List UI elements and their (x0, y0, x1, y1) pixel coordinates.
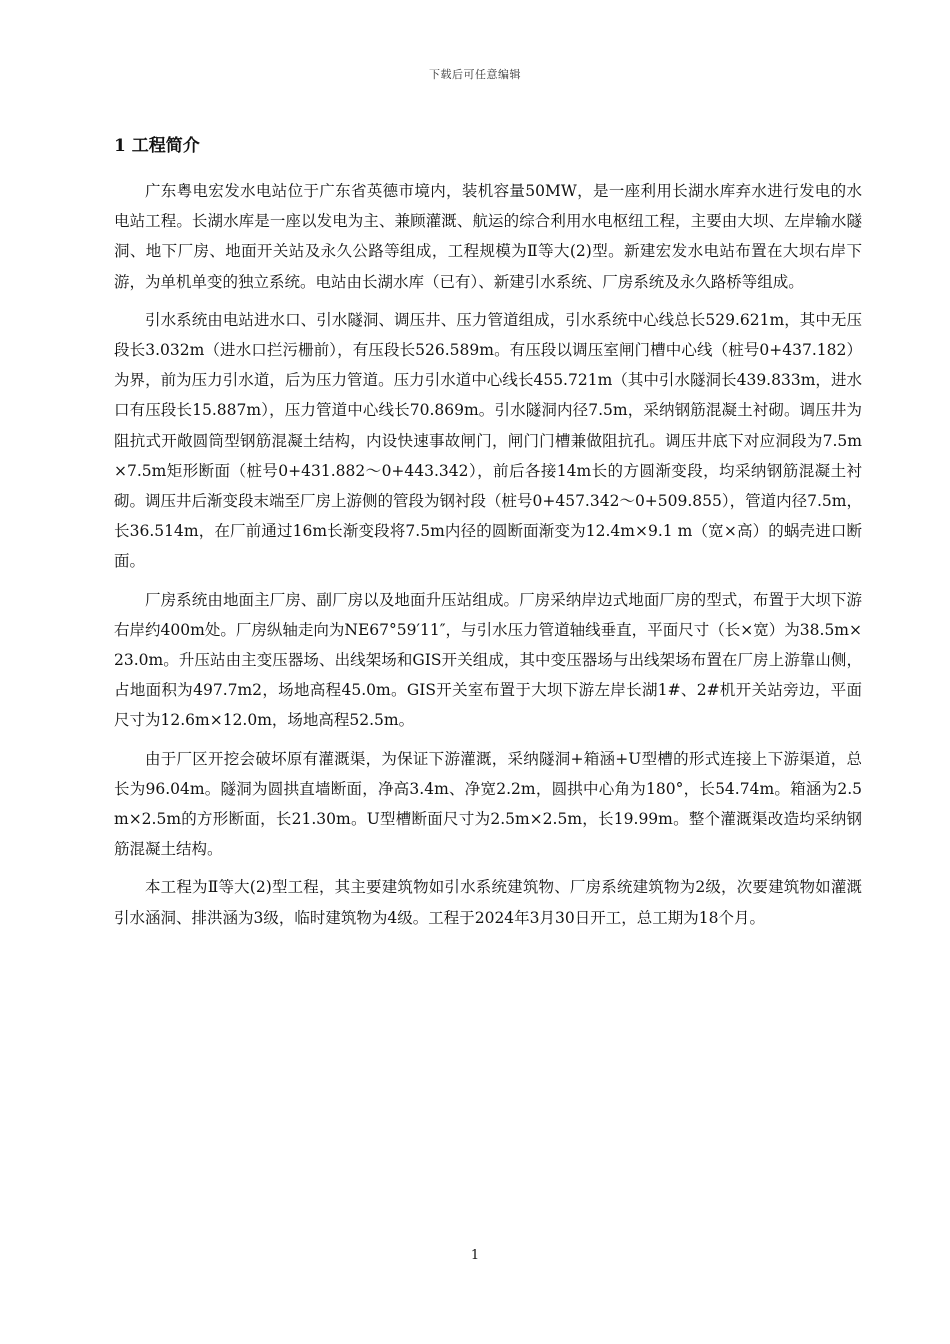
page-number: 1 (470, 1248, 480, 1263)
paragraph-irrigation-canal: 由于厂区开挖会破坏原有灌溉渠，为保证下游灌溉，采纳隧洞+箱涵+U型槽的形式连接上下游渠道，总长为96.04m。隧洞为圆拱直墙断面，净高3.4m、净宽2.2m，圆拱中心角为180°，长54.74m。箱涵为2.5m×2.5m的方形断面，长21.30m。U型槽断面尺寸为2.5m×2.5m，长19.99m。整个灌溉渠改造均采纳钢筋混凝土结构。 (114, 749, 862, 859)
paragraph-project-grade: 本工程为Ⅱ等大(2)型工程，其主要建筑物如引水系统建筑物、厂房系统建筑物为2级，次要建筑物如灌溉引水涵洞、排洪涵为3级，临时建筑物为4级。工程于2024年3月30日开工，总工期为18个月。 (114, 878, 862, 927)
paragraph-water-diversion: 引水系统由电站进水口、引水隧洞、调压井、压力管道组成，引水系统中心线总长529.621m，其中无压段长3.032m（进水口拦污栅前），有压段长526.589m。有压段以调压室闸门槽中心线（桩号0+437.182）为界，前为压力引水道，后为压力管道。压力引水道中心线长455.721m（其中引水隧洞长439.833m，进水口有压段长15.887m），压力管道中心线长70.869m。引水隧洞内径7.5m，采纳钢筋混凝土衬砌。调压井为阻抗式开敞圆筒型钢筋混凝土结构，内设快速事故闸门，闸门门槽兼做阻抗孔。调压井底下对应洞段为7.5m×7.5m矩形断面（桩号0+431.882～0+443.342），前后各接14m长的方圆渐变段，均采纳钢筋混凝土衬砌。调压井后渐变段末端至厂房上游侧的管段为钢衬段（桩号0+457.342～0+509.855），管道内径7.5m，长36.514m，在厂前通过16m长渐变段将7.5m内径的圆断面渐变为12.4m×9.1 m（宽×高）的蜗壳进口断面。 (114, 310, 862, 571)
section-title: 1 工程简介 (114, 136, 200, 156)
paragraph-overview: 广东粤电宏发水电站位于广东省英德市境内，装机容量50MW，是一座利用长湖水库弃水进行发电的水电站工程。长湖水库是一座以发电为主、兼顾灌溉、航运的综合利用水电枢纽工程，主要由大坝、左岸输水隧洞、地下厂房、地面开关站及永久公路等组成，工程规模为Ⅱ等大(2)型。新建宏发水电站布置在大坝右岸下游，为单机单变的独立系统。电站由长湖水库（已有）、新建引水系统、厂房系统及永久路桥等组成。 (114, 182, 862, 291)
paragraph-powerhouse: 厂房系统由地面主厂房、副厂房以及地面升压站组成。厂房采纳岸边式地面厂房的型式，布置于大坝下游右岸约400m处。厂房纵轴走向为NE67°59′11″，与引水压力管道轴线垂直，平面尺寸（长×宽）为38.5m×23.0m。升压站由主变压器场、出线架场和GIS开关组成，其中变压器场与出线架场布置在厂房上游靠山侧，占地面积为497.7m2，场地高程45.0m。GIS开关室布置于大坝下游左岸长湖1#、2#机开关站旁边，平面尺寸为12.6m×12.0m，场地高程52.5m。 (114, 590, 862, 730)
body-text (114, 176, 862, 941)
page-header: 下载后可任意编辑 (429, 68, 521, 81)
